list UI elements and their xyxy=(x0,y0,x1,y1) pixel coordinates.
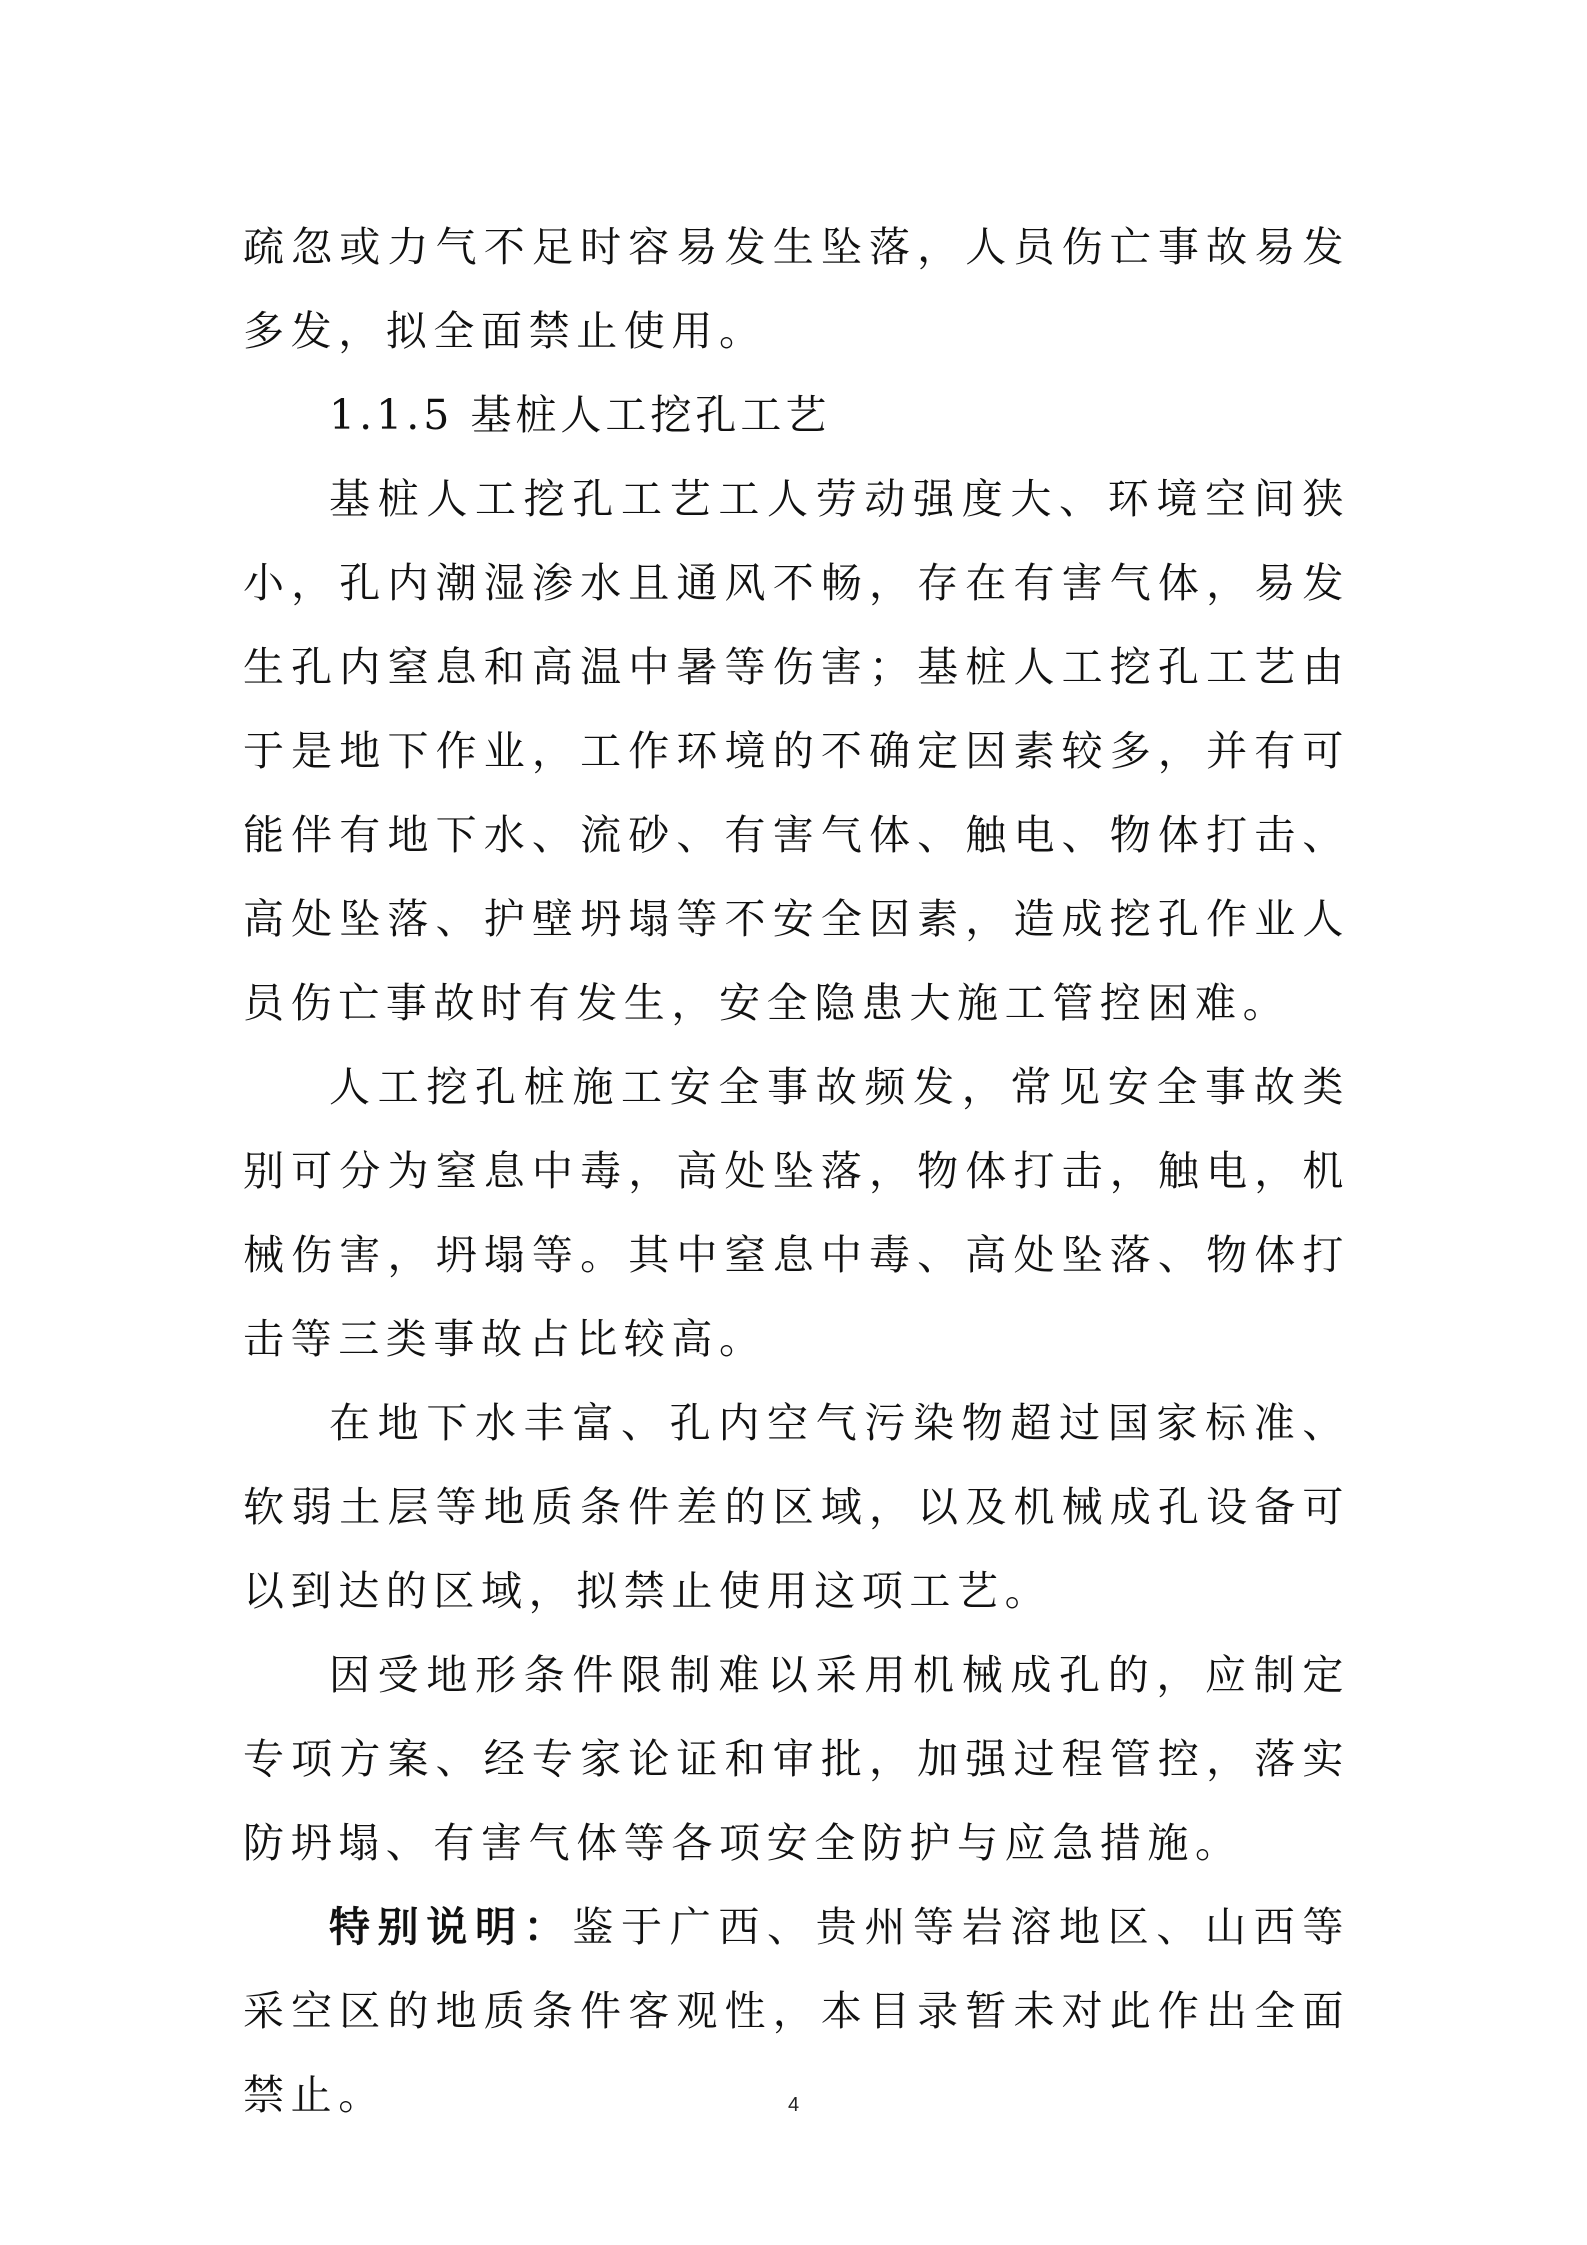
page-number: 4 xyxy=(787,2094,800,2116)
document-body xyxy=(243,205,1350,2137)
section-heading: 1.1.5 基桩人工挖孔工艺 xyxy=(329,391,831,439)
body-paragraph: 因受地形条件限制难以采用机械成孔的，应制定专项方案、经专家论证和审批，加强过程管控，落实防坍塌、有害气体等各项安全防护与应急措施。 xyxy=(243,1651,1350,1867)
body-paragraph: 基桩人工挖孔工艺工人劳动强度大、环境空间狭小，孔内潮湿渗水且通风不畅，存在有害气体，易发生孔内窒息和高温中暑等伤害；基桩人工挖孔工艺由于是地下作业，工作环境的不确定因素较多，并有可能伴有地下水、流砂、有害气体、触电、物体打击、高处坠落、护壁坍塌等不安全因素，造成挖孔作业人员伤亡事故时有发生，安全隐患大施工管控困难。 xyxy=(243,475,1350,1027)
body-paragraph: 人工挖孔桩施工安全事故频发，常见安全事故类别可分为窒息中毒，高处坠落，物体打击，触电，机械伤害，坍塌等。其中窒息中毒、高处坠落、物体打击等三类事故占比较高。 xyxy=(243,1063,1350,1363)
continuation-paragraph: 疏忽或力气不足时容易发生坠落，人员伤亡事故易发多发，拟全面禁止使用。 xyxy=(243,223,1350,355)
special-note-label: 特别说明： xyxy=(329,1903,573,1951)
body-paragraph: 在地下水丰富、孔内空气污染物超过国家标准、软弱土层等地质条件差的区域，以及机械成孔设备可以到达的区域，拟禁止使用这项工艺。 xyxy=(243,1399,1350,1615)
special-note-text: 鉴于广西、贵州等岩溶地区、山西等采空区的地质条件客观性，本目录暂未对此作出全面禁止。 xyxy=(243,1903,1351,2119)
